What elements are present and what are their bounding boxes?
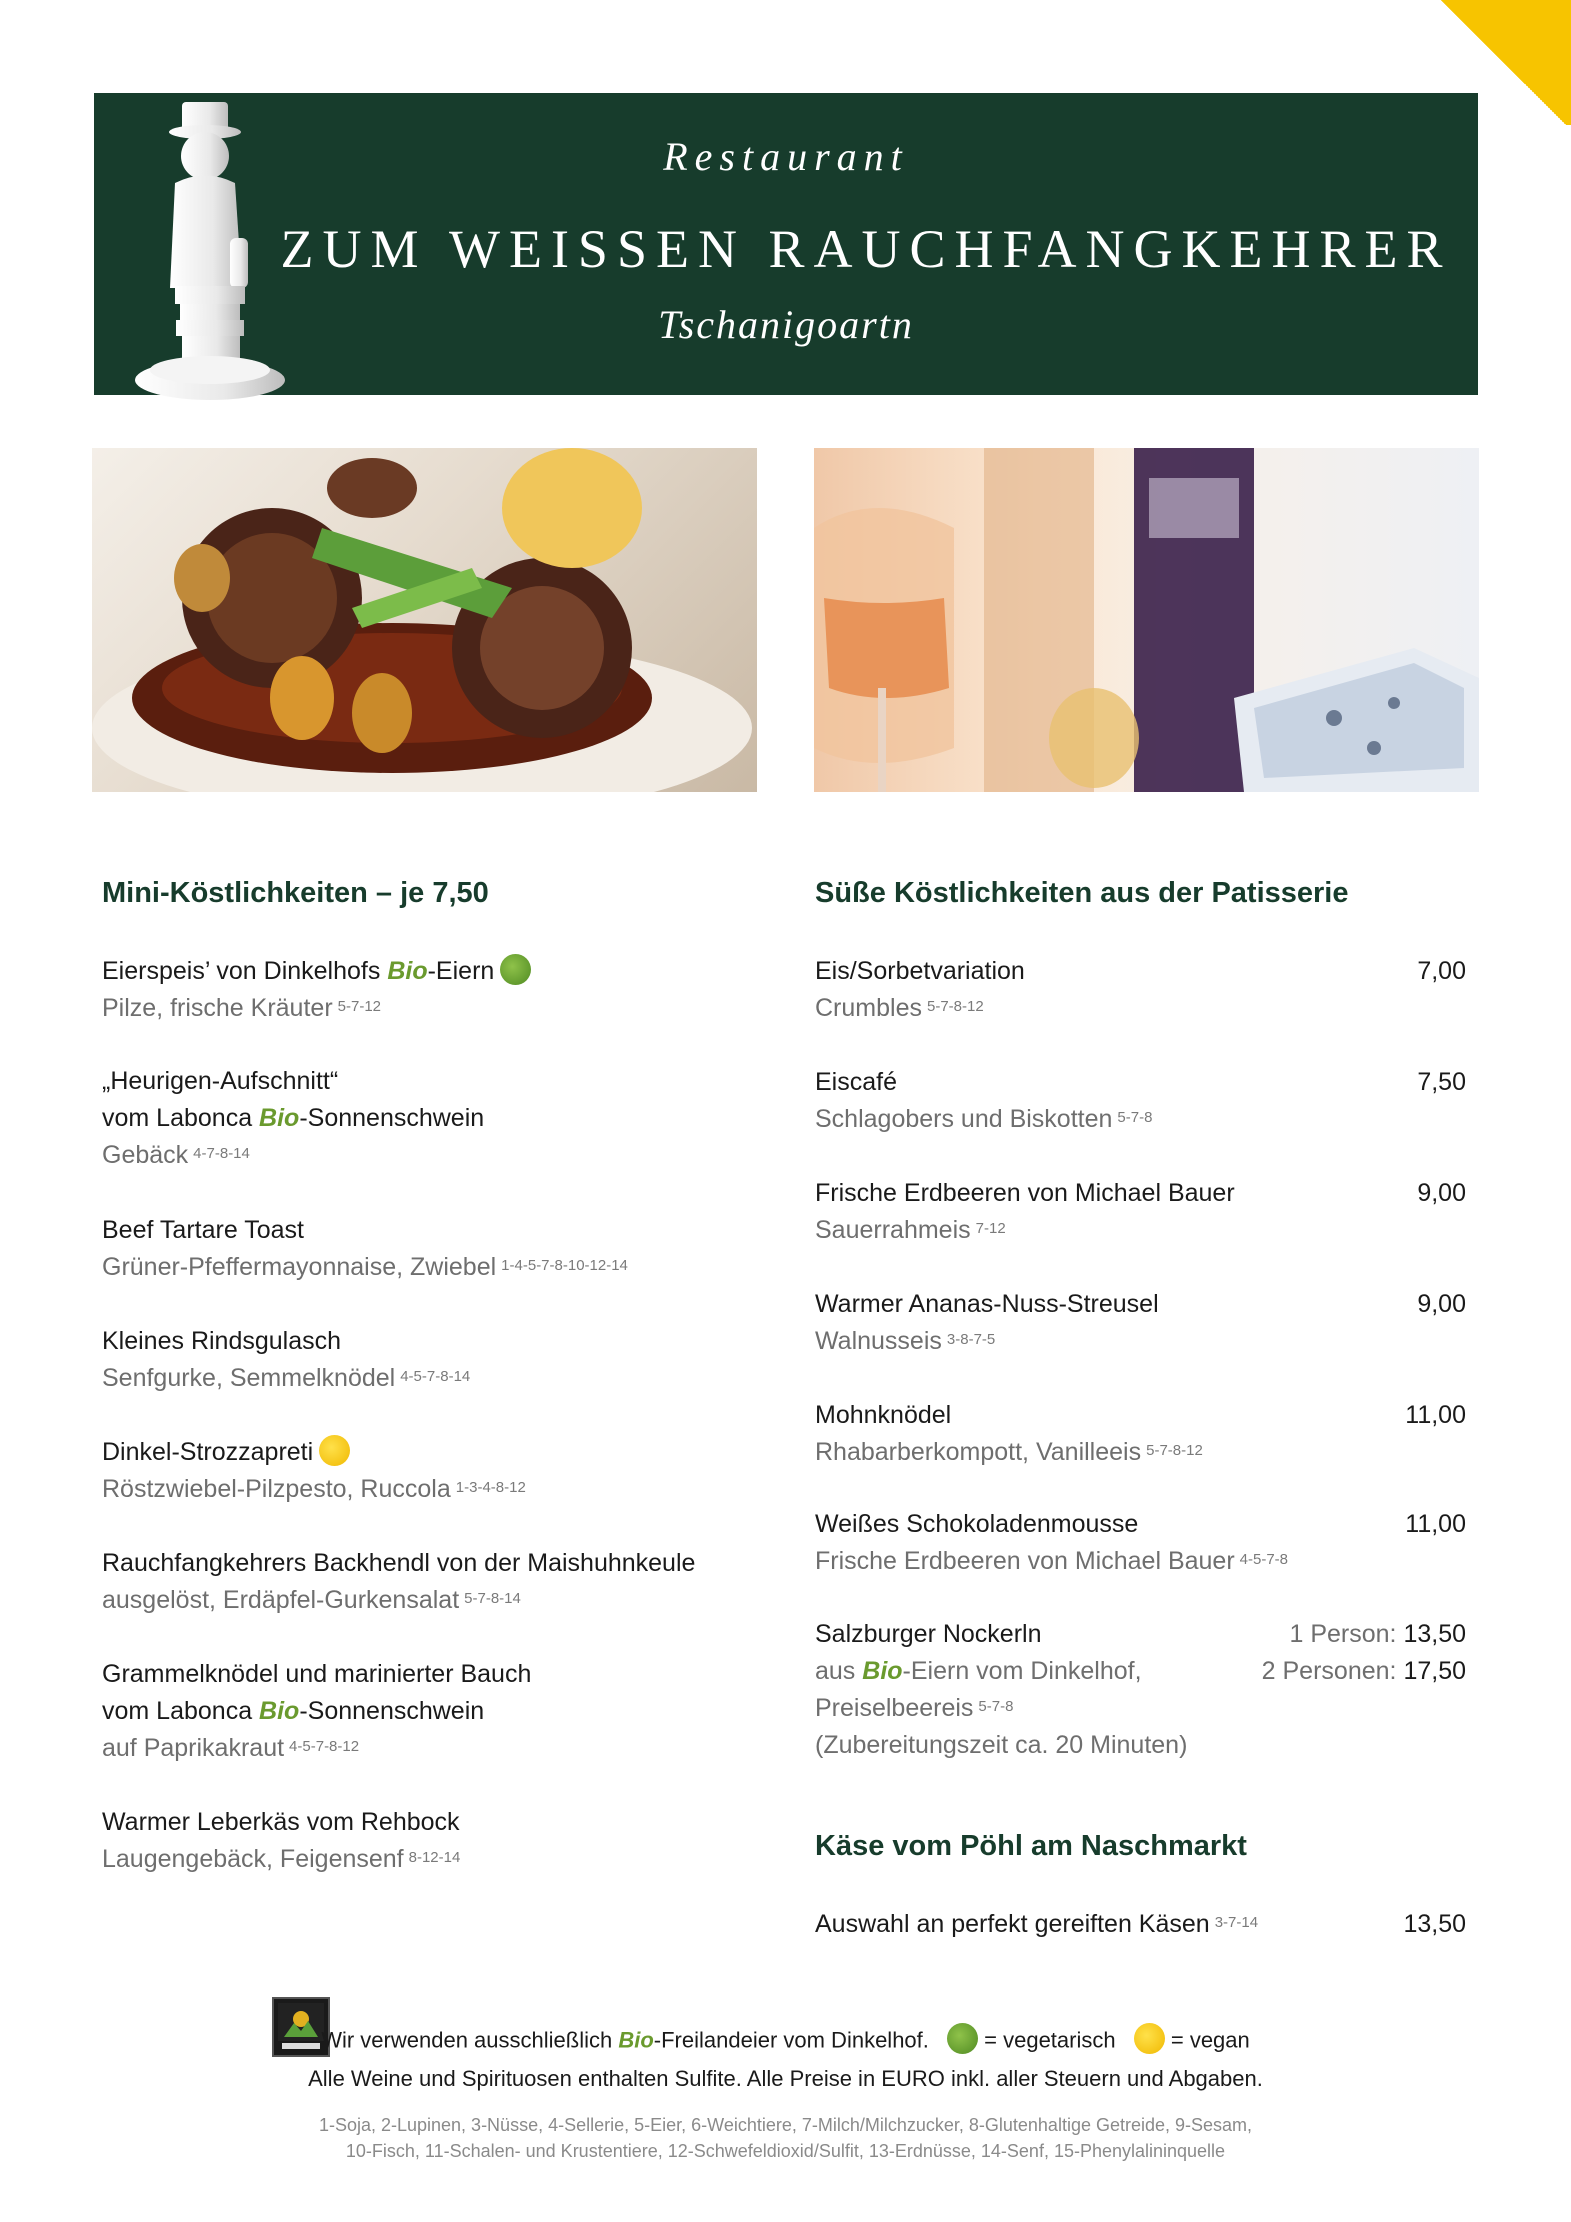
- menu-item: [815, 1286, 1466, 1360]
- item-description: auf Paprikakraut: [102, 1734, 285, 1762]
- wine-cheese-photo: [814, 448, 1479, 792]
- menu-item: [815, 1506, 1466, 1580]
- item-description: Frische Erdbeeren von Michael Bauer: [815, 1547, 1235, 1575]
- item-name: Warmer Leberkäs vom Rehbock: [102, 1808, 460, 1836]
- item-name: Beef Tartare Toast: [102, 1216, 304, 1244]
- item-description: Walnusseis: [815, 1327, 942, 1355]
- allergen-legend-line1: 1-Soja, 2-Lupinen, 3-Nüsse, 4-Sellerie, 5-Eier, 6-Weichtiere, 7-Milch/Milchzucker, 8-Glutenhaltige Getreide, 9-Sesam,: [318, 2115, 1253, 2135]
- legend-vegetarian: = vegetarisch: [984, 2027, 1116, 2053]
- price-two-persons: [1262, 1653, 1466, 1690]
- item-name: Weißes Schokoladenmousse: [815, 1510, 1139, 1538]
- item-price: 7,50: [1417, 1068, 1466, 1096]
- section-title-cheese: Käse vom Pöhl am Naschmarkt: [815, 1830, 1247, 1862]
- item-name-line2: vom Labonca: [102, 1697, 260, 1725]
- menu-item: [815, 1397, 1466, 1471]
- item-price: 11,00: [1405, 1401, 1466, 1429]
- item-name: Mohnknödel: [815, 1401, 952, 1429]
- item-name: Rauchfangkehrers Backhendl von der Maishuhnkeule: [102, 1549, 696, 1577]
- bio-label: Bio: [259, 1104, 300, 1132]
- bio-label: Bio: [618, 2027, 654, 2053]
- menu-item: [102, 1804, 742, 1878]
- item-name-suffix: -Eiern: [427, 957, 495, 985]
- item-price: 7,00: [1417, 957, 1466, 985]
- section-title-patisserie: Süße Köstlichkeiten aus der Patisserie: [815, 877, 1349, 909]
- price-label: 2 Personen:: [1261, 1657, 1397, 1685]
- item-name: „Heurigen-Aufschnitt“: [102, 1067, 339, 1095]
- legend-vegan: = vegan: [1170, 2027, 1250, 2053]
- item-name: Salzburger Nockerln: [815, 1620, 1042, 1648]
- item-name: Eis/Sorbetvariation: [815, 957, 1025, 985]
- menu-item: [102, 1063, 742, 1174]
- item-price: 13,50: [1403, 1910, 1466, 1938]
- item-description-line2: Preiselbeereis: [815, 1694, 974, 1722]
- allergen-codes: 5-7-8: [1117, 1109, 1153, 1126]
- vegan-icon: [1134, 2023, 1165, 2054]
- item-description: Gebäck: [102, 1141, 189, 1169]
- item-description-suffix: -Eiern vom Dinkelhof,: [902, 1657, 1142, 1685]
- price-one-person: [1289, 1616, 1466, 1653]
- allergen-codes: 5-7-12: [337, 998, 381, 1015]
- menu-item: [815, 1064, 1466, 1138]
- item-description: Schlagobers und Biskotten: [815, 1105, 1113, 1133]
- item-name: Dinkel-Strozzapreti: [102, 1438, 314, 1466]
- allergen-codes: 8-12-14: [408, 1849, 461, 1866]
- allergen-codes: 3-7-14: [1214, 1914, 1259, 1931]
- allergen-codes: 4-5-7-8-12: [289, 1738, 360, 1755]
- header-restaurant-label: Restaurant: [663, 134, 909, 179]
- item-name: Auswahl an perfekt gereiften Käsen: [815, 1910, 1210, 1938]
- allergen-codes: 4-5-7-8-14: [400, 1368, 471, 1385]
- item-name-line2: vom Labonca: [102, 1104, 260, 1132]
- allergen-codes: 4-7-8-14: [193, 1145, 250, 1162]
- allergen-codes: 7-12: [975, 1220, 1006, 1237]
- item-name-suffix: -Sonnenschwein: [299, 1697, 485, 1725]
- allergen-legend-line2: 10-Fisch, 11-Schalen- und Krustentiere, 12-Schwefeldioxid/Sulfit, 13-Erdnüsse, 14-Senf, 15-Phenylalininquelle: [345, 2141, 1226, 2161]
- item-description: Rhabarberkompott, Vanilleeis: [815, 1438, 1142, 1466]
- preparation-time-note: (Zubereitungszeit ca. 20 Minuten): [815, 1731, 1188, 1759]
- allergen-codes: 1-3-4-8-12: [455, 1479, 526, 1496]
- allergen-legend: [0, 2112, 1571, 2164]
- item-description: Grüner-Pfeffermayonnaise, Zwiebel: [102, 1253, 497, 1281]
- header-banner: [94, 93, 1478, 395]
- menu-item: [102, 1212, 742, 1286]
- bio-label: Bio: [862, 1657, 903, 1685]
- menu-item-cheese: [815, 1906, 1466, 1943]
- menu-item: [102, 1545, 782, 1619]
- food-photo: [92, 448, 757, 792]
- allergen-codes: 5-7-8: [978, 1698, 1014, 1715]
- price-label: 1 Person:: [1289, 1620, 1397, 1648]
- item-description: Crumbles: [815, 994, 922, 1022]
- chimney-sweep-figurine: [130, 98, 290, 408]
- bio-label: Bio: [387, 957, 428, 985]
- vegetarian-icon: [947, 2023, 978, 2054]
- item-name: Frische Erdbeeren von Michael Bauer: [815, 1179, 1235, 1207]
- item-name: Grammelknödel und marinierter Bauch: [102, 1660, 532, 1688]
- item-name-suffix: -Sonnenschwein: [299, 1104, 485, 1132]
- menu-item: [815, 1175, 1466, 1249]
- footer-text-suffix: -Freilandeier vom Dinkelhof.: [653, 2027, 929, 2053]
- footer-sulfite-note: Alle Weine und Spirituosen enthalten Sulfite. Alle Preise in EURO inkl. aller Steuern und Abgaben.: [308, 2066, 1263, 2091]
- item-name: Eiscafé: [815, 1068, 897, 1096]
- menu-item: [102, 1434, 742, 1508]
- item-description: Röstzwiebel-Pilzpesto, Ruccola: [102, 1475, 451, 1503]
- allergen-codes: 5-7-8-14: [464, 1590, 521, 1607]
- allergen-codes: 5-7-8-12: [1146, 1442, 1203, 1459]
- menu-item: [102, 1323, 742, 1397]
- item-description: Senfgurke, Semmelknödel: [102, 1364, 396, 1392]
- allergen-codes: 1-4-5-7-8-10-12-14: [501, 1257, 628, 1274]
- allergen-codes: 3-8-7-5: [946, 1331, 996, 1348]
- item-description: ausgelöst, Erdäpfel-Gurkensalat: [102, 1586, 460, 1614]
- item-description: Laugengebäck, Feigensenf: [102, 1845, 404, 1873]
- item-description: Pilze, frische Kräuter: [102, 994, 333, 1022]
- allergen-codes: 4-5-7-8: [1239, 1551, 1289, 1568]
- item-description: Sauerrahmeis: [815, 1216, 971, 1244]
- item-price: 13,50: [1403, 1620, 1466, 1648]
- menu-item-nockerl: [815, 1616, 1466, 1764]
- item-price: 17,50: [1403, 1657, 1466, 1685]
- item-name: Eierspeis’ von Dinkelhofs: [102, 957, 388, 985]
- section-title-mini: Mini-Köstlichkeiten – je 7,50: [102, 877, 489, 909]
- bio-label: Bio: [259, 1697, 300, 1725]
- menu-item: [102, 953, 742, 1027]
- item-name: Warmer Ananas-Nuss-Streusel: [815, 1290, 1159, 1318]
- item-price: 9,00: [1417, 1290, 1466, 1318]
- allergen-codes: 5-7-8-12: [926, 998, 984, 1015]
- footer-text: Wir verwenden ausschließlich: [321, 2027, 619, 2053]
- item-price: 11,00: [1405, 1510, 1466, 1538]
- vegetarian-icon: [500, 954, 531, 985]
- item-price: 9,00: [1417, 1179, 1466, 1207]
- item-description: aus: [815, 1657, 863, 1685]
- restaurant-name: ZUM WEISSEN RAUCHFANGKEHRER: [280, 219, 1452, 279]
- vegan-icon: [319, 1435, 350, 1466]
- footer-info-line: [0, 2026, 1571, 2057]
- menu-item: [102, 1656, 742, 1767]
- header-subtitle: Tschanigoartn: [658, 302, 914, 347]
- menu-item: [815, 953, 1466, 1027]
- item-name: Kleines Rindsgulasch: [102, 1327, 342, 1355]
